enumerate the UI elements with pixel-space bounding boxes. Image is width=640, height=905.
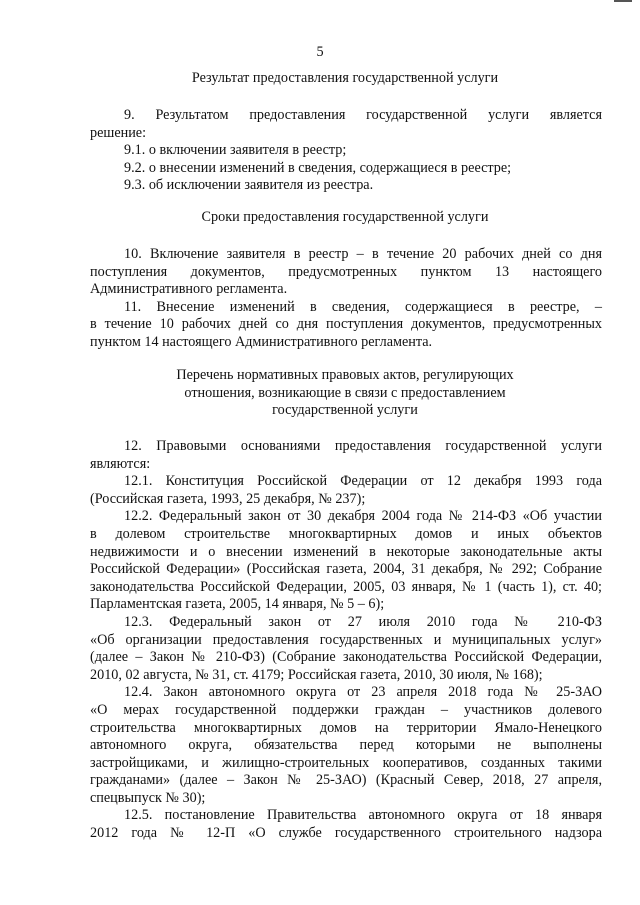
heading-terms: Сроки предоставления государственной услуги xyxy=(201,209,489,225)
paragraph-line: «Об организации предоставления государственных и муниципальных услуг» xyxy=(90,631,602,648)
paragraph-line: 9.1. о включении заявителя в реестр; xyxy=(124,142,347,159)
paragraph-line: спецвыпуск № 30); xyxy=(90,789,206,806)
heading-legal xyxy=(60,367,630,420)
paragraph-line: застройщиками, и жилищно-строительных кооперативов, созданных такими xyxy=(90,754,602,771)
paragraph-line: законодательства Российской Федерации, 2005, 03 января, № 1 (часть 1), ст. 40; xyxy=(90,578,602,595)
paragraph-line: Российской Федерации» (Российская газета, 2004, 31 декабря, № 292; Собрание xyxy=(90,561,602,578)
scan-edge-mark xyxy=(614,0,632,2)
paragraph-line: строительства многоквартирных домов на территории Ямало-Ненецкого xyxy=(90,719,602,736)
heading-line: отношения, возникающие в связи с предоставлением xyxy=(184,384,506,401)
paragraph-line: 2012 года № 12-П «О службе государственного строительного надзора xyxy=(90,825,602,842)
section-result xyxy=(90,107,602,195)
paragraph-line: Парламентская газета, 2005, 14 января, № 5 – 6); xyxy=(90,596,385,613)
paragraph-line: 9. Результатом предоставления государственной услуги является xyxy=(124,107,602,123)
paragraph-line: гражданами» (далее – Закон № 25-ЗАО) (Красный Север, 2018, 27 апреля, xyxy=(90,772,602,789)
paragraph-line: 12.2. Федеральный закон от 30 декабря 2004 года № 214-ФЗ «Об участии xyxy=(124,508,602,525)
paragraph-line: 9.2. о внесении изменений в сведения, содержащиеся в реестре; xyxy=(124,159,512,176)
paragraph-line: (далее – Закон № 210-ФЗ) (Собрание законодательства Российской Федерации, xyxy=(90,649,602,666)
paragraph-line: в долевом строительстве многоквартирных домов и иных объектов xyxy=(90,525,602,542)
paragraph-line: (Российская газета, 1993, 25 декабря, № 237); xyxy=(90,490,366,507)
section-legal xyxy=(90,438,602,843)
paragraph-line: в течение 10 рабочих дней со дня поступления документов, предусмотренных xyxy=(90,316,602,333)
paragraph-line: 12. Правовыми основаниями предоставления государственной услуги xyxy=(124,438,602,454)
paragraph-line: пунктом 14 настоящего Административного регламента. xyxy=(90,333,433,350)
paragraph-line: 11. Внесение изменений в сведения, содержащиеся в реестре, – xyxy=(124,298,602,315)
page-number: 5 xyxy=(316,44,324,60)
heading-line: Перечень нормативных правовых актов, регулирующих xyxy=(176,367,514,383)
paragraph-line: «О мерах государственной поддержки граждан – участников долевого xyxy=(90,701,602,718)
paragraph-line: Административного регламента. xyxy=(90,281,288,298)
paragraph-line: 12.3. Федеральный закон от 27 июля 2010 года № 210-ФЗ xyxy=(124,613,602,630)
paragraph-line: 12.1. Конституция Российской Федерации от 12 декабря 1993 года xyxy=(124,473,602,490)
heading-result: Результат предоставления государственной услуги xyxy=(191,70,499,86)
paragraph-line: автономного округа, обязательства перед которыми не выполнены xyxy=(90,737,602,754)
heading-line: государственной услуги xyxy=(272,402,418,419)
paragraph-line: 2010, 02 августа, № 31, ст. 4179; Российская газета, 2010, 30 июля, № 168); xyxy=(90,666,543,683)
paragraph-line: 9.3. об исключении заявителя из реестра. xyxy=(124,177,374,194)
paragraph-line: 12.4. Закон автономного округа от 23 апреля 2018 года № 25-ЗАО xyxy=(124,684,602,701)
paragraph-line: 10. Включение заявителя в реестр – в течение 20 рабочих дней со дня xyxy=(124,246,602,262)
paragraph-line: поступления документов, предусмотренных пунктом 13 настоящего xyxy=(90,263,602,280)
paragraph-line: решение: xyxy=(90,124,147,141)
section-terms xyxy=(90,246,602,352)
paragraph-line: являются: xyxy=(90,455,151,472)
paragraph-line: 12.5. постановление Правительства автономного округа от 18 января xyxy=(124,807,602,824)
paragraph-line: недвижимости и о внесении изменений в некоторые законодательные акты xyxy=(90,543,602,560)
